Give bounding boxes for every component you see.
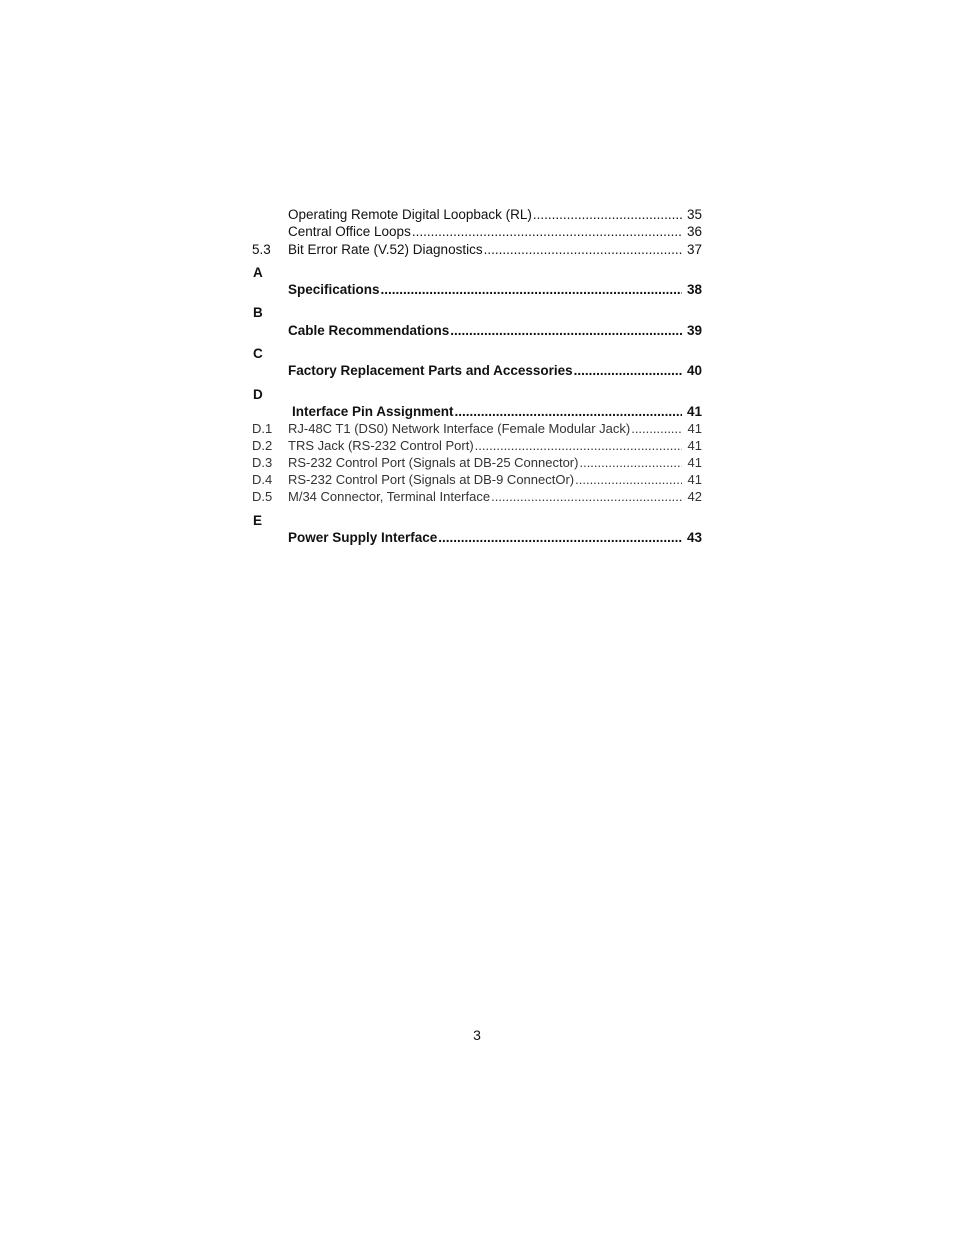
toc-entry-appendix-a[interactable] [252,281,702,298]
toc-entry-title: RS-232 Control Port (Signals at DB-25 Connector) [288,455,579,470]
toc-leader-dots [579,454,682,471]
toc-leader-dots [631,420,682,437]
toc-leader-dots [574,362,682,379]
toc-entry-page: 37 [686,242,702,257]
toc-entry-number: D.5 [252,489,273,504]
toc-entry-title: Power Supply Interface [288,530,438,545]
toc-entry-page: 41 [687,455,702,470]
toc-entry-title: Specifications [288,282,380,297]
toc-entry-page: 41 [686,404,702,419]
toc-entry-title: Factory Replacement Parts and Accessories [288,363,573,378]
toc-entry-number: D.1 [252,421,273,436]
appendix-letter-d: D [253,387,263,402]
toc-entry-page: 42 [687,489,702,504]
toc-entry-appendix-d[interactable] [252,403,702,420]
toc-entry-title: Cable Recommendations [288,323,450,338]
toc-leader-dots [381,281,682,298]
toc-entry-page: 35 [686,207,702,222]
toc-entry[interactable] [252,420,702,437]
toc-entry[interactable] [252,241,702,258]
toc-leader-dots [438,529,682,546]
toc-entry-page: 41 [687,421,702,436]
toc-entry-appendix-e[interactable] [252,529,702,546]
toc-entry-title: Interface Pin Assignment [292,404,454,419]
toc-entry-title: Bit Error Rate (V.52) Diagnostics [288,242,483,257]
toc-entry[interactable] [252,454,702,471]
toc-entry[interactable] [252,437,702,454]
toc-entry[interactable] [252,223,702,240]
toc-leader-dots [412,223,682,240]
toc-leader-dots [491,488,682,505]
toc-entry-title: M/34 Connector, Terminal Interface [288,489,491,504]
toc-entry-appendix-c[interactable] [252,362,702,379]
toc-entry[interactable] [252,471,702,488]
toc-leader-dots [575,471,682,488]
toc-entry-number: 5.3 [252,242,271,257]
toc-leader-dots [475,437,682,454]
toc-entry-appendix-b[interactable] [252,322,702,339]
appendix-letter-e: E [253,513,263,528]
page-number: 3 [473,1027,481,1043]
toc-leader-dots [484,241,682,258]
toc-entry-number: D.3 [252,455,273,470]
toc-entry-page: 43 [686,530,702,545]
appendix-letter-b: B [253,305,263,320]
toc-entry-title: RJ-48C T1 (DS0) Network Interface (Female Modular Jack) [288,421,631,436]
appendix-letter-a: A [253,265,263,280]
toc-entry-title: RS-232 Control Port (Signals at DB-9 ConnectOr) [288,472,575,487]
toc-entry[interactable] [252,488,702,505]
toc-leader-dots [450,322,682,339]
toc-entry-number: D.4 [252,472,273,487]
toc-entry-page: 36 [686,224,702,239]
toc-entry-page: 40 [686,363,702,378]
toc-entry-title: Operating Remote Digital Loopback (RL) [288,207,532,222]
toc-entry-page: 39 [686,323,702,338]
toc-entry[interactable] [252,206,702,223]
toc-entry-page: 41 [687,472,702,487]
toc-leader-dots [533,206,682,223]
toc-entry-page: 41 [687,438,702,453]
toc-leader-dots [455,403,682,420]
toc-entry-page: 38 [686,282,702,297]
toc-entry-number: D.2 [252,438,273,453]
appendix-letter-c: C [253,346,263,361]
toc-entry-title: Central Office Loops [288,224,411,239]
toc-entry-title: TRS Jack (RS-232 Control Port) [288,438,474,453]
